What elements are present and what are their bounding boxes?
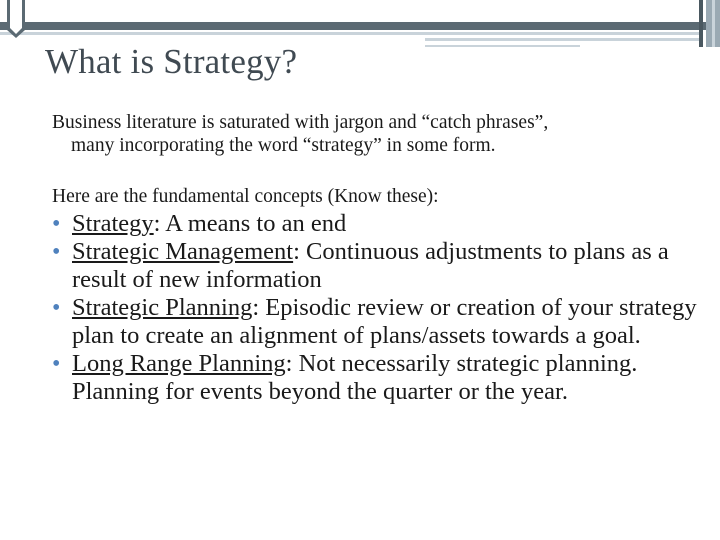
header-band-dark <box>0 22 720 30</box>
concept-item-strategic-management <box>52 238 702 294</box>
bullet-icon: • <box>52 295 61 321</box>
right-stripe-pale <box>712 0 715 47</box>
concept-list <box>52 210 702 406</box>
concept-definition: : Not necessarily strategic planning. Planning for events beyond the quarter or the year. <box>72 350 638 405</box>
right-stripe-dark <box>699 0 703 47</box>
concept-definition: : Episodic review or creation of your strategy plan to create an alignment of plans/assets towards a goal. <box>72 294 697 349</box>
header-rule-3 <box>425 45 580 47</box>
header-rule-1 <box>0 32 700 35</box>
concept-item-strategy <box>52 210 702 238</box>
concept-item-strategic-planning <box>52 294 702 350</box>
concept-item-long-range-planning <box>52 350 702 406</box>
slide-title: What is Strategy? <box>45 42 298 81</box>
concept-term: Strategic Management <box>72 238 294 265</box>
bullet-icon: • <box>52 239 61 265</box>
concept-definition: : A means to an end <box>153 210 347 237</box>
header-rule-2 <box>425 38 700 41</box>
intro-line-1: Business literature is saturated with jargon and “catch phrases”, <box>52 112 549 133</box>
lead-sentence: Here are the fundamental concepts (Know these): <box>52 186 439 207</box>
concept-term: Strategy <box>72 210 154 237</box>
corner-marker-icon <box>7 0 25 38</box>
intro-line-2: many incorporating the word “strategy” in some form. <box>71 135 496 156</box>
header-band-top <box>0 0 720 22</box>
concept-definition: : Continuous adjustments to plans as a result of new information <box>72 238 669 293</box>
concept-term: Strategic Planning <box>72 294 253 321</box>
concept-term: Long Range Planning <box>72 350 286 377</box>
bullet-icon: • <box>52 211 61 237</box>
intro-paragraph <box>52 111 692 157</box>
bullet-icon: • <box>52 351 61 377</box>
